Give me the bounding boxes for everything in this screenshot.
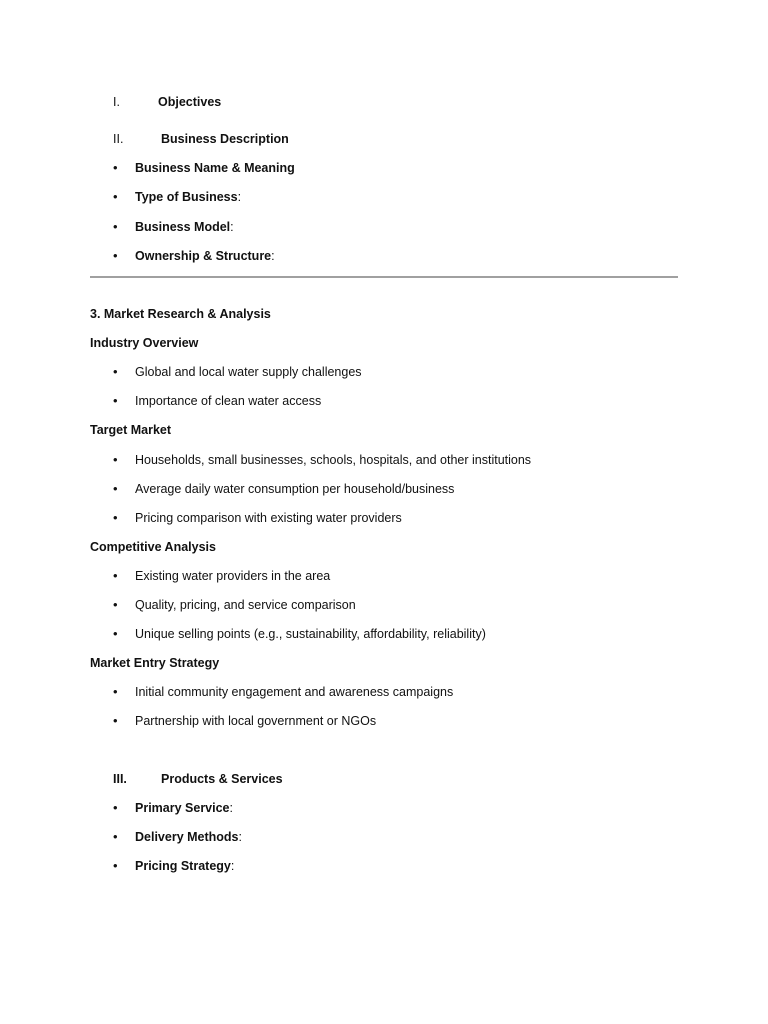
industry-heading: Industry Overview	[90, 336, 199, 350]
list-item: Unique selling points (e.g., sustainability, affordability, reliability)	[135, 627, 486, 641]
list-item: Partnership with local government or NGOs	[135, 714, 377, 728]
list-item: Average daily water consumption per household/business	[135, 482, 455, 496]
list-item: Initial community engagement and awareness campaigns	[135, 685, 454, 699]
bullet-icon: •	[113, 597, 118, 612]
target-heading: Target Market	[90, 423, 172, 437]
list-item: Importance of clean water access	[135, 394, 322, 408]
section-three-title: Products & Services	[161, 772, 283, 786]
list-item: Global and local water supply challenges	[135, 365, 362, 379]
section-one-title: Objectives	[158, 95, 222, 109]
bullet-icon: •	[113, 481, 118, 496]
bullet-icon: •	[113, 393, 118, 408]
list-item: Pricing Strategy:	[135, 859, 235, 873]
bullet-icon: •	[113, 568, 118, 583]
list-item: Business Model:	[135, 220, 234, 234]
section-two-title: Business Description	[161, 132, 289, 146]
section-one-numeral: I.	[113, 95, 120, 109]
bullet-icon: •	[113, 189, 118, 204]
market-heading: 3. Market Research & Analysis	[90, 307, 271, 321]
bullet-icon: •	[113, 452, 118, 467]
horizontal-divider	[90, 276, 678, 278]
bullet-icon: •	[113, 364, 118, 379]
section-three-numeral: III.	[113, 772, 127, 786]
bullet-icon: •	[113, 160, 118, 175]
list-item: Primary Service:	[135, 801, 233, 815]
bullet-icon: •	[113, 829, 118, 844]
bullet-icon: •	[113, 219, 118, 234]
bullet-icon: •	[113, 510, 118, 525]
bullet-icon: •	[113, 800, 118, 815]
bullet-icon: •	[113, 684, 118, 699]
list-item: Pricing comparison with existing water providers	[135, 511, 402, 525]
entry-heading: Market Entry Strategy	[90, 656, 220, 670]
competitive-heading: Competitive Analysis	[90, 540, 216, 554]
list-item: Business Name & Meaning	[135, 161, 295, 175]
bullet-icon: •	[113, 713, 118, 728]
list-item: Ownership & Structure:	[135, 249, 275, 263]
section-two-numeral: II.	[113, 132, 124, 146]
list-item: Type of Business:	[135, 190, 242, 204]
list-item: Households, small businesses, schools, hospitals, and other institutions	[135, 453, 532, 467]
list-item: Delivery Methods:	[135, 830, 242, 844]
bullet-icon: •	[113, 626, 118, 641]
list-item: Quality, pricing, and service comparison	[135, 598, 356, 612]
list-item: Existing water providers in the area	[135, 569, 331, 583]
bullet-icon: •	[113, 248, 118, 263]
bullet-icon: •	[113, 858, 118, 873]
